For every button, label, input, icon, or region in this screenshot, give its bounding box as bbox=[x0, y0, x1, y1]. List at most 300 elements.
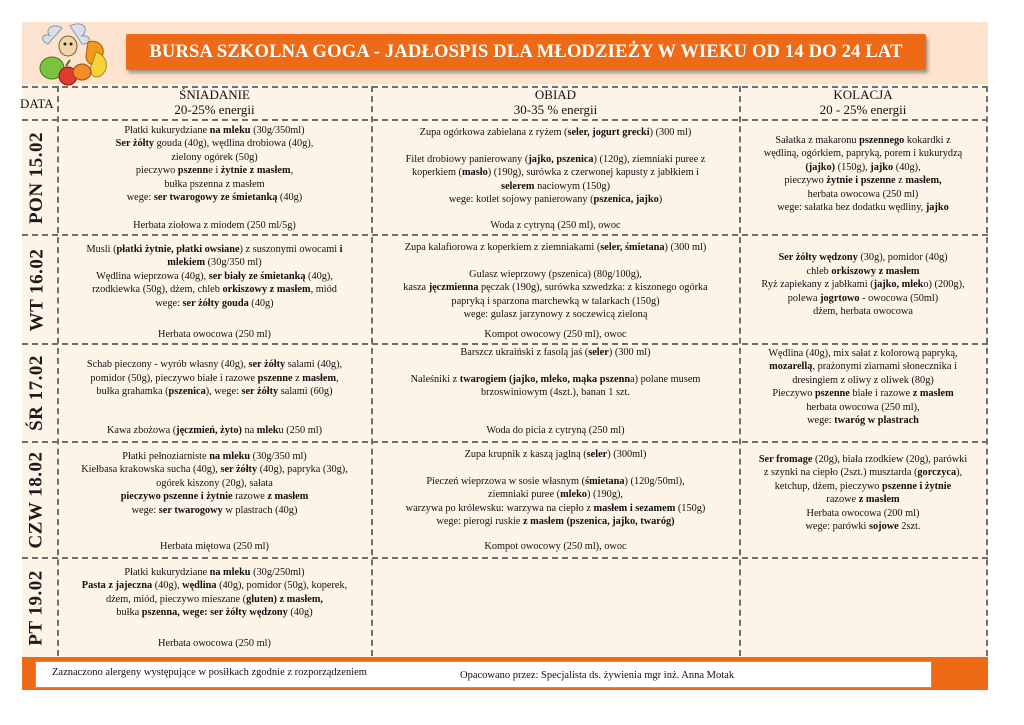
meal-cell bbox=[60, 450, 369, 553]
meal-cell bbox=[60, 566, 369, 650]
menu-text: - owocowa (50ml) bbox=[859, 292, 939, 304]
allergen-text: twaróg w plastrach bbox=[834, 415, 919, 427]
menu-text: kasza bbox=[403, 282, 429, 294]
menu-text: ), wege: bbox=[205, 386, 242, 398]
menu-text: Płatki kukurydziane bbox=[124, 567, 210, 578]
menu-text: polewa bbox=[787, 292, 821, 304]
date-column-label: DATA bbox=[20, 96, 54, 111]
menu-text: wege: bbox=[126, 192, 154, 204]
grid-line-left bbox=[57, 86, 59, 656]
meal-cell bbox=[374, 346, 737, 437]
meal-cell bbox=[60, 345, 369, 437]
allergen-text: mleko bbox=[560, 489, 587, 501]
column-energy: 20 - 25% energii bbox=[819, 102, 907, 117]
day-label-friday bbox=[22, 559, 52, 656]
menu-text: na bbox=[241, 424, 257, 436]
menu-text: o) (200g), bbox=[923, 279, 965, 291]
menu-text: naciowym (150g) bbox=[534, 180, 611, 192]
drink-text bbox=[60, 540, 369, 553]
menu-line bbox=[60, 385, 369, 398]
allergen-text: seler, jogurt grecki bbox=[567, 127, 650, 138]
grid-line-row3 bbox=[22, 441, 988, 443]
allergen-text: pszenne bbox=[814, 388, 850, 400]
menu-text: wege: sałatka bez dodatku wędliny, bbox=[777, 202, 926, 214]
menu-text: ) (300 ml) bbox=[608, 347, 651, 358]
menu-line bbox=[374, 126, 737, 139]
menu-text: salami (40g), bbox=[285, 359, 343, 371]
drink-line bbox=[60, 637, 369, 650]
menu-text: z szynki na ciepło (2szt.) musztarda ( bbox=[763, 467, 918, 479]
menu-line bbox=[742, 414, 984, 427]
allergen-text: pszenne bbox=[257, 372, 293, 384]
menu-text: dżem, herbata owocowa bbox=[813, 306, 913, 318]
menu-text: bułka bbox=[116, 607, 142, 619]
menu-line bbox=[374, 268, 737, 281]
allergen-text: jogrtowo bbox=[820, 292, 860, 304]
allergen-text: pszenn bbox=[177, 165, 209, 177]
grid-line-col2 bbox=[739, 86, 741, 656]
menu-line bbox=[742, 401, 984, 414]
menu-text: pieczywo bbox=[135, 165, 178, 177]
allergen-text: z masłem bbox=[858, 494, 900, 506]
grid-line-col1 bbox=[371, 86, 373, 656]
menu-line bbox=[374, 515, 737, 528]
grid-line-header bbox=[22, 119, 988, 121]
menu-line bbox=[60, 178, 369, 191]
menu-text: herbata owocowa (250 ml) bbox=[807, 188, 919, 200]
allergen-text: pszenna, wege: ser żółty wędzony bbox=[141, 607, 288, 619]
menu-text: Płatki kukurydziane bbox=[124, 125, 210, 136]
meal-cell bbox=[60, 124, 369, 232]
allergen-text: (jajko) bbox=[805, 161, 836, 173]
menu-text: (40g), papryka (30g), bbox=[257, 464, 348, 476]
allergen-text: na mleku bbox=[209, 567, 251, 578]
menu-line bbox=[60, 477, 369, 490]
menu-text: ) (120g), ziemniaki puree z bbox=[593, 153, 706, 165]
allergen-text: jajko bbox=[870, 161, 894, 173]
menu-line bbox=[60, 256, 369, 269]
column-energy: 20-25% energii bbox=[174, 102, 255, 117]
menu-text: (30g), pomidor (40g) bbox=[857, 252, 948, 264]
allergen-text: żytnie z masłem bbox=[220, 165, 291, 177]
menu-text: ) (300 ml) bbox=[649, 127, 692, 138]
allergen-text: ser żółty bbox=[220, 464, 258, 476]
menu-line bbox=[742, 278, 984, 291]
day-text: PT 19.02 bbox=[26, 569, 47, 646]
drink-line bbox=[374, 540, 737, 553]
allergen-text: płatki żytnie, płatki owsiane bbox=[116, 244, 240, 255]
drink-text bbox=[60, 219, 369, 232]
drink-line bbox=[60, 424, 369, 437]
allergen-text: mozarellą bbox=[769, 361, 813, 373]
grid-line-right bbox=[986, 86, 988, 656]
menu-line bbox=[742, 238, 984, 251]
drink-line bbox=[60, 328, 369, 341]
allergen-text: seler bbox=[586, 449, 608, 460]
allergen-text: jęczmienna bbox=[428, 282, 479, 294]
menu-line bbox=[374, 180, 737, 193]
menu-text: u (250 ml) bbox=[278, 424, 323, 436]
allergen-text: Ser żółty wędzony bbox=[778, 252, 858, 264]
meal-cell bbox=[742, 347, 984, 437]
drink-line bbox=[374, 424, 737, 437]
allergen-text: na mleku bbox=[209, 451, 251, 462]
allergen-text: ser żółty bbox=[241, 386, 279, 398]
menu-line bbox=[60, 490, 369, 503]
menu-text: warzywa po królewsku: warzywa na ciepło z bbox=[405, 502, 594, 514]
menu-text: Kawa zbożowa ( bbox=[106, 424, 177, 436]
grid-line-row4 bbox=[22, 557, 988, 559]
menu-line bbox=[742, 174, 984, 187]
allergens-note: Zaznaczono alergeny występujące w posiłkach zgodnie z rozporządzeniem bbox=[52, 667, 367, 678]
allergen-text: i bbox=[339, 244, 343, 255]
menu-line bbox=[374, 281, 737, 294]
menu-line bbox=[742, 374, 984, 387]
menu-text: Herbata owocowa (200 ml) bbox=[806, 507, 920, 519]
menu-line bbox=[742, 453, 984, 466]
menu-text: Herbata owocowa (250 ml) bbox=[158, 637, 271, 649]
menu-text: Sałatka z makaronu bbox=[775, 135, 860, 146]
menu-text: , prażonymi ziarnami słonecznika i bbox=[812, 361, 957, 373]
menu-line bbox=[374, 448, 737, 461]
allergen-text: pszenica, jajko bbox=[593, 194, 659, 206]
column-header-sniadanie bbox=[58, 87, 371, 117]
menu-line bbox=[374, 139, 737, 152]
menu-text: Woda do picia z cytryną (250 ml) bbox=[486, 424, 625, 436]
menu-text: 2szt. bbox=[898, 521, 921, 533]
allergen-text: z masłem bbox=[267, 491, 309, 503]
meal-cell bbox=[60, 243, 369, 341]
column-energy: 30-35 % energii bbox=[513, 102, 598, 117]
menu-line bbox=[60, 191, 369, 204]
menu-line bbox=[742, 292, 984, 305]
menu-text: Ryż zapiekany z jabłkami ( bbox=[761, 279, 874, 291]
menu-line bbox=[60, 270, 369, 283]
allergen-text: masłem i sezamem bbox=[593, 502, 676, 514]
menu-text: (150g) bbox=[675, 502, 706, 514]
menu-text: wege: kotlet sojowy panierowany ( bbox=[448, 194, 594, 206]
allergen-text: żytnie i pszenne bbox=[826, 175, 896, 187]
menu-line bbox=[742, 493, 984, 506]
menu-line bbox=[742, 147, 984, 160]
menu-text: bułka grahamka ( bbox=[96, 386, 169, 398]
menu-text: gouda (40g), wędlina drobiowa (40g), bbox=[154, 138, 314, 150]
menu-text: Zupa krupnik z kaszą jaglną ( bbox=[464, 449, 587, 460]
meal-cell bbox=[374, 241, 737, 341]
menu-text: pęczak (190g), surówka szwedzka: z kiszonego ogórka bbox=[478, 282, 708, 294]
menu-text: (40g) bbox=[248, 297, 274, 309]
menu-text: (40g) bbox=[287, 607, 313, 619]
menu-text: z bbox=[292, 372, 303, 384]
menu-text: , bbox=[290, 165, 294, 177]
menu-text: (40g), pomidor (50g), koperek, bbox=[216, 580, 348, 592]
title-bar bbox=[126, 34, 926, 70]
menu-text: w plastrach (40g) bbox=[222, 504, 298, 516]
meal-cell bbox=[374, 126, 737, 232]
menu-text: dresingiem z oliwy z oliwek (80g) bbox=[792, 374, 934, 386]
menu-text: z bbox=[895, 175, 906, 187]
menu-text: ogórek kiszony (20g), sałata bbox=[156, 477, 273, 489]
meal-cell bbox=[742, 566, 984, 650]
drink-text bbox=[374, 424, 737, 437]
drink-text bbox=[60, 424, 369, 437]
menu-text: ) z suszonymi owocami bbox=[239, 244, 340, 255]
menu-text: wege: gulasz jarzynowy z soczewicą zieloną bbox=[463, 309, 648, 321]
menu-line bbox=[374, 386, 737, 399]
menu-text: Wędlina (40g), mix sałat z kolorową papryką, bbox=[768, 348, 958, 359]
menu-text: Płatki pełnoziarniste bbox=[122, 451, 210, 462]
menu-text: Barszcz ukraiński z fasolą jaś ( bbox=[460, 347, 589, 358]
meal-cell bbox=[742, 134, 984, 232]
menu-text: ) (190g), bbox=[586, 489, 623, 501]
column-header-kolacja bbox=[740, 87, 986, 117]
menu-text: kokardki z bbox=[904, 135, 951, 146]
day-text: CZW 18.02 bbox=[26, 451, 47, 549]
menu-text: wege: pierogi ruskie bbox=[436, 516, 524, 528]
menu-line bbox=[60, 345, 369, 358]
menu-line bbox=[374, 502, 737, 515]
allergen-text: gorczyca bbox=[917, 467, 957, 479]
menu-text: ) (120g/50ml), bbox=[624, 475, 685, 487]
menu-text: Zupa ogórkowa zabielana z ryżem ( bbox=[419, 127, 568, 138]
menu-text: pomidor (50g), pieczywo białe i razowe bbox=[90, 372, 258, 384]
allergen-text: orkiszowy z masłem bbox=[222, 284, 311, 296]
menu-text: a) polane musem bbox=[630, 373, 701, 385]
menu-line bbox=[742, 480, 984, 493]
menu-text: ) (300 ml) bbox=[664, 242, 707, 253]
column-name: ŚNIADANIE bbox=[179, 87, 250, 102]
allergen-text: pszenne i żytnie bbox=[882, 480, 952, 492]
menu-line bbox=[742, 507, 984, 520]
menu-text: Pieczywo bbox=[772, 388, 815, 400]
menu-line bbox=[374, 475, 737, 488]
column-header-obiad bbox=[372, 87, 739, 117]
allergen-text: ser żółty bbox=[248, 359, 286, 371]
menu-line bbox=[60, 151, 369, 164]
menu-line bbox=[374, 488, 737, 501]
menu-line bbox=[742, 347, 984, 360]
menu-text: rzodkiewka (50g), dżem, chleb bbox=[92, 284, 223, 296]
menu-line bbox=[60, 504, 369, 517]
allergen-text: pieczywo pszenne i żytnie bbox=[120, 491, 233, 503]
allergen-text: jajko bbox=[925, 202, 949, 214]
menu-line bbox=[374, 166, 737, 179]
menu-line bbox=[60, 566, 369, 579]
allergen-text: jajko, mlek bbox=[873, 279, 924, 291]
menu-line bbox=[374, 295, 737, 308]
allergen-text: seler bbox=[588, 347, 609, 358]
menu-text: wędliną, ogórkiem, papryką, porem i kukurydzą bbox=[763, 148, 963, 160]
allergen-text: selerem bbox=[500, 180, 535, 192]
meal-cell bbox=[374, 566, 737, 650]
menu-text: Wędlina wieprzowa (40g), bbox=[96, 270, 209, 282]
menu-line bbox=[60, 372, 369, 385]
allergen-text: pszenica bbox=[168, 386, 206, 398]
column-name: KOLACJA bbox=[833, 87, 893, 102]
menu-line bbox=[742, 520, 984, 533]
menu-line bbox=[60, 450, 369, 463]
menu-text: wege: parówki bbox=[805, 521, 869, 533]
menu-text: ) (300ml) bbox=[607, 449, 647, 460]
menu-line bbox=[60, 606, 369, 619]
menu-text: Filet drobiowy panierowany ( bbox=[405, 153, 529, 165]
prepared-by: Opacowano przez: Specjalista ds. żywienia mgr inż. Anna Motak bbox=[460, 670, 735, 681]
menu-text: e i bbox=[208, 165, 221, 177]
menu-text: ) (190g), surówka z czerwonej kapusty z jabłkiem i bbox=[487, 167, 700, 179]
menu-text: (40g), bbox=[893, 161, 921, 173]
menu-text: (30g/350ml) bbox=[250, 125, 305, 136]
day-label-monday bbox=[22, 121, 52, 234]
menu-line bbox=[60, 124, 369, 137]
day-label-wednesday bbox=[22, 345, 52, 441]
menu-line bbox=[742, 201, 984, 214]
menu-text: razowe bbox=[232, 491, 268, 503]
allergen-text: orkiszowy z masłem bbox=[831, 265, 920, 277]
menu-text: Kiełbasa krakowska sucha (40g), bbox=[81, 464, 221, 476]
allergen-text: mlekiem bbox=[167, 257, 206, 269]
menu-line bbox=[60, 283, 369, 296]
menu-text: zielony ogórek (50g) bbox=[171, 151, 258, 163]
meal-cell bbox=[742, 238, 984, 341]
fruit-mascot-icon bbox=[30, 20, 110, 90]
menu-text: , bbox=[336, 372, 339, 384]
menu-text: Herbata owocowa (250 ml) bbox=[158, 328, 271, 340]
menu-line bbox=[60, 463, 369, 476]
column-name: OBIAD bbox=[534, 87, 577, 102]
allergen-text: twarogiem (jajko, mleko, mąka pszenn bbox=[459, 373, 631, 385]
menu-line bbox=[60, 164, 369, 177]
drink-text bbox=[60, 637, 369, 650]
drink-line bbox=[374, 219, 737, 232]
allergen-text: mlek bbox=[256, 424, 279, 436]
menu-text: wege: bbox=[155, 297, 183, 309]
menu-text: pieczywo bbox=[784, 175, 827, 187]
menu-text: salami (60g) bbox=[278, 386, 333, 398]
menu-line bbox=[374, 461, 737, 474]
menu-text: Herbata miętowa (250 ml) bbox=[160, 540, 269, 552]
menu-line bbox=[742, 305, 984, 318]
menu-line bbox=[742, 134, 984, 147]
menu-line bbox=[60, 297, 369, 310]
day-text: WT 16.02 bbox=[26, 248, 47, 331]
menu-text: Herbata ziołowa z miodem (250 ml/5g) bbox=[133, 219, 296, 231]
allergen-text: jajko, pszenica bbox=[528, 153, 594, 165]
menu-line bbox=[374, 308, 737, 321]
menu-text: , miód bbox=[310, 284, 337, 296]
menu-text: Naleśniki z bbox=[410, 373, 460, 385]
menu-text: Kompot owocowy (250 ml), owoc bbox=[484, 540, 627, 552]
menu-line bbox=[374, 254, 737, 267]
drink-text bbox=[374, 328, 737, 341]
menu-text: Musli ( bbox=[86, 244, 117, 255]
allergen-text: pszennego bbox=[859, 135, 905, 146]
menu-line bbox=[60, 358, 369, 371]
menu-line bbox=[742, 251, 984, 264]
menu-text: (150g), bbox=[835, 161, 871, 173]
allergen-text: na mleku bbox=[209, 125, 251, 136]
allergen-text: z masłem (pszenica, jajko, twaróg) bbox=[523, 516, 675, 528]
menu-text: koperkiem ( bbox=[411, 167, 462, 179]
page-title: BURSA SZKOLNA GOGA - JADŁOSPIS DLA MŁODZIEŻY W WIEKU OD 14 DO 24 LAT bbox=[149, 41, 903, 62]
menu-text: ketchup, dżem, pieczywo bbox=[774, 480, 882, 492]
menu-text: Kompot owocowy (250 ml), owoc bbox=[484, 328, 627, 340]
menu-line bbox=[374, 241, 737, 254]
allergen-text: śmietana bbox=[585, 475, 625, 487]
drink-line bbox=[60, 219, 369, 232]
day-text: ŚR 17.02 bbox=[26, 355, 48, 431]
menu-line bbox=[742, 466, 984, 479]
menu-text: dżem, miód, pieczywo mieszane ( bbox=[105, 593, 247, 605]
menu-line bbox=[742, 387, 984, 400]
allergen-text: seler, śmietana bbox=[600, 242, 665, 253]
allergen-text: masło bbox=[461, 167, 488, 179]
menu-text: (30g/350 ml) bbox=[205, 257, 262, 269]
menu-line bbox=[374, 373, 737, 386]
menu-line bbox=[60, 593, 369, 606]
menu-line bbox=[742, 360, 984, 373]
menu-text: (30g/350 ml) bbox=[250, 451, 307, 462]
menu-text: bułka pszenna z masłem bbox=[164, 178, 265, 190]
allergen-text: Ser fromage bbox=[758, 454, 813, 465]
allergen-text: ser twarogowy bbox=[158, 504, 223, 516]
allergen-text: ser biały ze śmietanką bbox=[208, 270, 306, 282]
menu-text: (20g), biała rzodkiew (20g), parówki bbox=[812, 454, 968, 465]
drink-line bbox=[374, 328, 737, 341]
menu-line bbox=[374, 346, 737, 359]
menu-line bbox=[374, 193, 737, 206]
menu-text: wege: bbox=[807, 415, 835, 427]
menu-text: (30g/250ml) bbox=[250, 567, 305, 578]
menu-line bbox=[60, 579, 369, 592]
allergen-text: jęczmień, żyto) bbox=[176, 424, 242, 436]
allergen-text: z masłem bbox=[912, 388, 954, 400]
allergen-text: sojowe bbox=[868, 521, 899, 533]
day-label-thursday bbox=[22, 443, 52, 557]
menu-line bbox=[742, 161, 984, 174]
menu-line bbox=[742, 188, 984, 201]
menu-text: Woda z cytryną (250 ml), owoc bbox=[490, 219, 621, 231]
menu-text: ziemniaki puree ( bbox=[488, 489, 561, 501]
drink-text bbox=[374, 219, 737, 232]
allergen-text: wędlina bbox=[182, 580, 217, 592]
menu-text: ), bbox=[956, 467, 963, 479]
menu-text: papryką i sparzona marchewką w talarkach (150g) bbox=[451, 295, 660, 307]
menu-text: (40g), bbox=[305, 270, 333, 282]
menu-text: wege: bbox=[131, 504, 159, 516]
menu-text: herbata owocowa (250 ml), bbox=[806, 401, 920, 413]
day-label-tuesday bbox=[22, 236, 52, 343]
meal-cell bbox=[374, 448, 737, 553]
menu-text: brzoswiniowym (4szt.), banan 1 szt. bbox=[481, 387, 630, 399]
allergen-text: gluten) z masłem, bbox=[246, 593, 324, 605]
drink-line bbox=[60, 540, 369, 553]
menu-line bbox=[60, 243, 369, 256]
day-text: PON 15.02 bbox=[26, 131, 48, 224]
allergen-text: ser żółty gouda bbox=[182, 297, 249, 309]
drink-text bbox=[374, 540, 737, 553]
menu-line bbox=[60, 137, 369, 150]
menu-text: chleb bbox=[806, 265, 832, 277]
menu-text: Zupa kalafiorowa z koperkiem z ziemniakami ( bbox=[404, 242, 601, 253]
menu-text: Gulasz wieprzowy (pszenica) (80g/100g), bbox=[469, 268, 642, 280]
allergen-text: masłem bbox=[302, 372, 337, 384]
menu-text: razowe bbox=[826, 494, 859, 506]
menu-line bbox=[742, 265, 984, 278]
grid-line-row1 bbox=[22, 234, 988, 236]
menu-text: ) bbox=[658, 194, 663, 206]
meal-cell bbox=[742, 453, 984, 553]
menu-line bbox=[374, 359, 737, 372]
